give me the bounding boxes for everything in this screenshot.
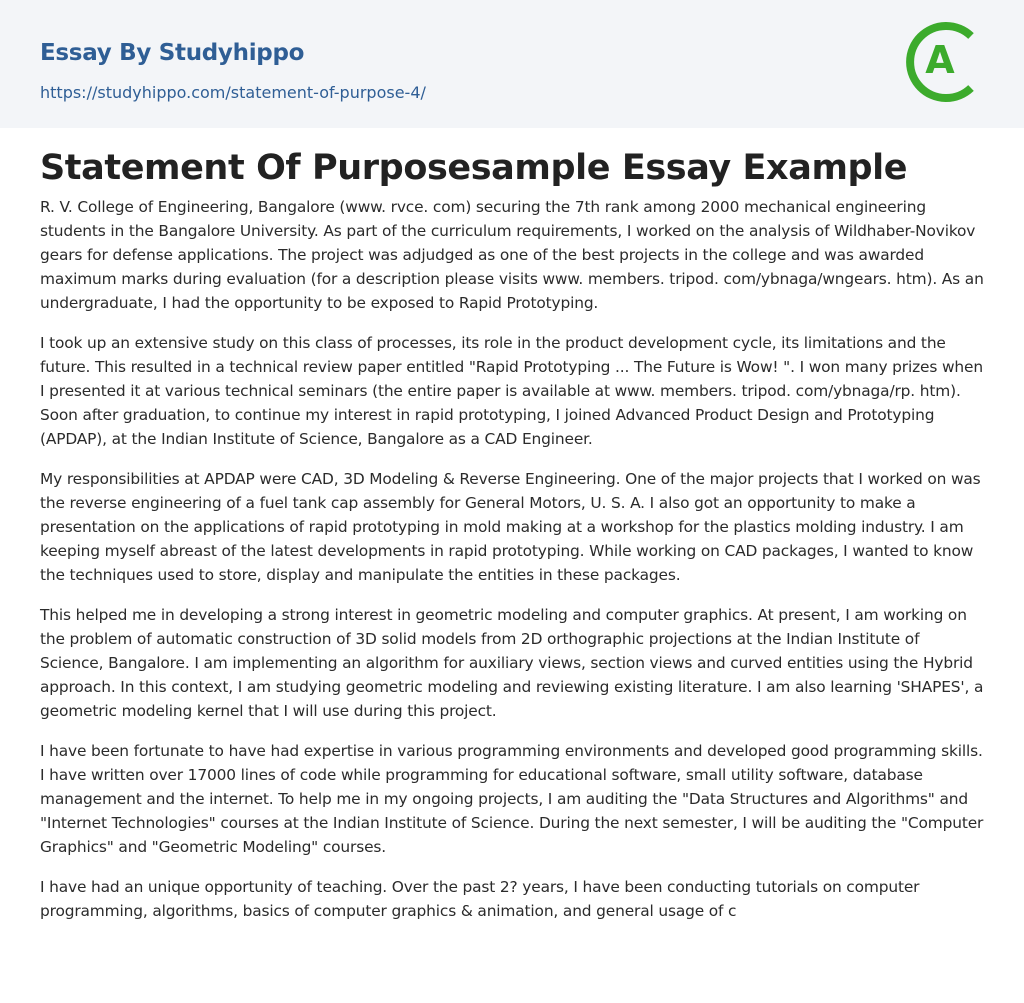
essay-paragraph: I have had an unique opportunity of teaching. Over the past 2? years, I have been conducting tutorials on computer programming, algorithms, basics of computer graphics & animation, and general usage of c bbox=[40, 878, 920, 920]
source-url-link[interactable]: https://studyhippo.com/statement-of-purpose-4/ bbox=[40, 83, 426, 102]
essay-paragraph: My responsibilities at APDAP were CAD, 3D Modeling & Reverse Engineering. One of the major projects that I worked on was the reverse engineering of a fuel tank cap assembly for General Motors, U. S. A. I also got an opportunity to make a presentation on the applications of rapid prototyping in mold making at a workshop for the plastics molding industry. I am keeping myself abreast of the latest developments in rapid prototyping. While working on CAD packages, I wanted to know the techniques used to store, display and manipulate the entities in these packages. bbox=[40, 470, 981, 584]
essay-paragraph: I have been fortunate to have had expertise in various programming environments and developed good programming skills. I have written over 17000 lines of code while programming for educational software, small utility software, database management and the internet. To help me in my ongoing projects, I am auditing the "Data Structures and Algorithms" and "Internet Technologies" courses at the Indian Institute of Science. During the next semester, I will be auditing the "Computer Graphics" and "Geometric Modeling" courses. bbox=[40, 742, 984, 856]
studyhippo-logo-icon[interactable] bbox=[905, 18, 989, 106]
essay-paragraph: I took up an extensive study on this class of processes, its role in the product development cycle, its limitations and the future. This resulted in a technical review paper entitled "Rapid Prototyping ... The Future is Wow! ". I won many prizes when I presented it at various technical seminars (the entire paper is available at www. members. tripod. com/ybnaga/rp. htm). Soon after graduation, to continue my interest in rapid prototyping, I joined Advanced Product Design and Prototyping (APDAP), at the Indian Institute of Science, Bangalore as a CAD Engineer. bbox=[40, 334, 983, 448]
page-title: Statement Of Purposesample Essay Example bbox=[40, 148, 908, 188]
essay-paragraph: R. V. College of Engineering, Bangalore (www. rvce. com) securing the 7th rank among 2000 mechanical engineering students in the Bangalore University. As part of the curriculum requirements, I worked on the analysis of Wildhaber-Novikov gears for defense applications. The project was adjudged as one of the best projects in the college and was awarded maximum marks during evaluation (for a description please visits www. members. tripod. com/ybnaga/wngears. htm). As an undergraduate, I had the opportunity to be exposed to Rapid Prototyping. bbox=[40, 198, 984, 312]
site-title[interactable]: Essay By Studyhippo bbox=[40, 40, 305, 66]
essay-paragraph: This helped me in developing a strong interest in geometric modeling and computer graphics. At present, I am working on the problem of automatic construction of 3D solid models from 2D orthographic projections at the Indian Institute of Science, Bangalore. I am implementing an algorithm for auxiliary views, section views and curved entities using the Hybrid approach. In this context, I am studying geometric modeling and reviewing existing literature. I am also learning 'SHAPES', a geometric modeling kernel that I will use during this project. bbox=[40, 606, 984, 720]
essay-body bbox=[40, 195, 984, 939]
svg-text:A: A bbox=[925, 38, 955, 82]
